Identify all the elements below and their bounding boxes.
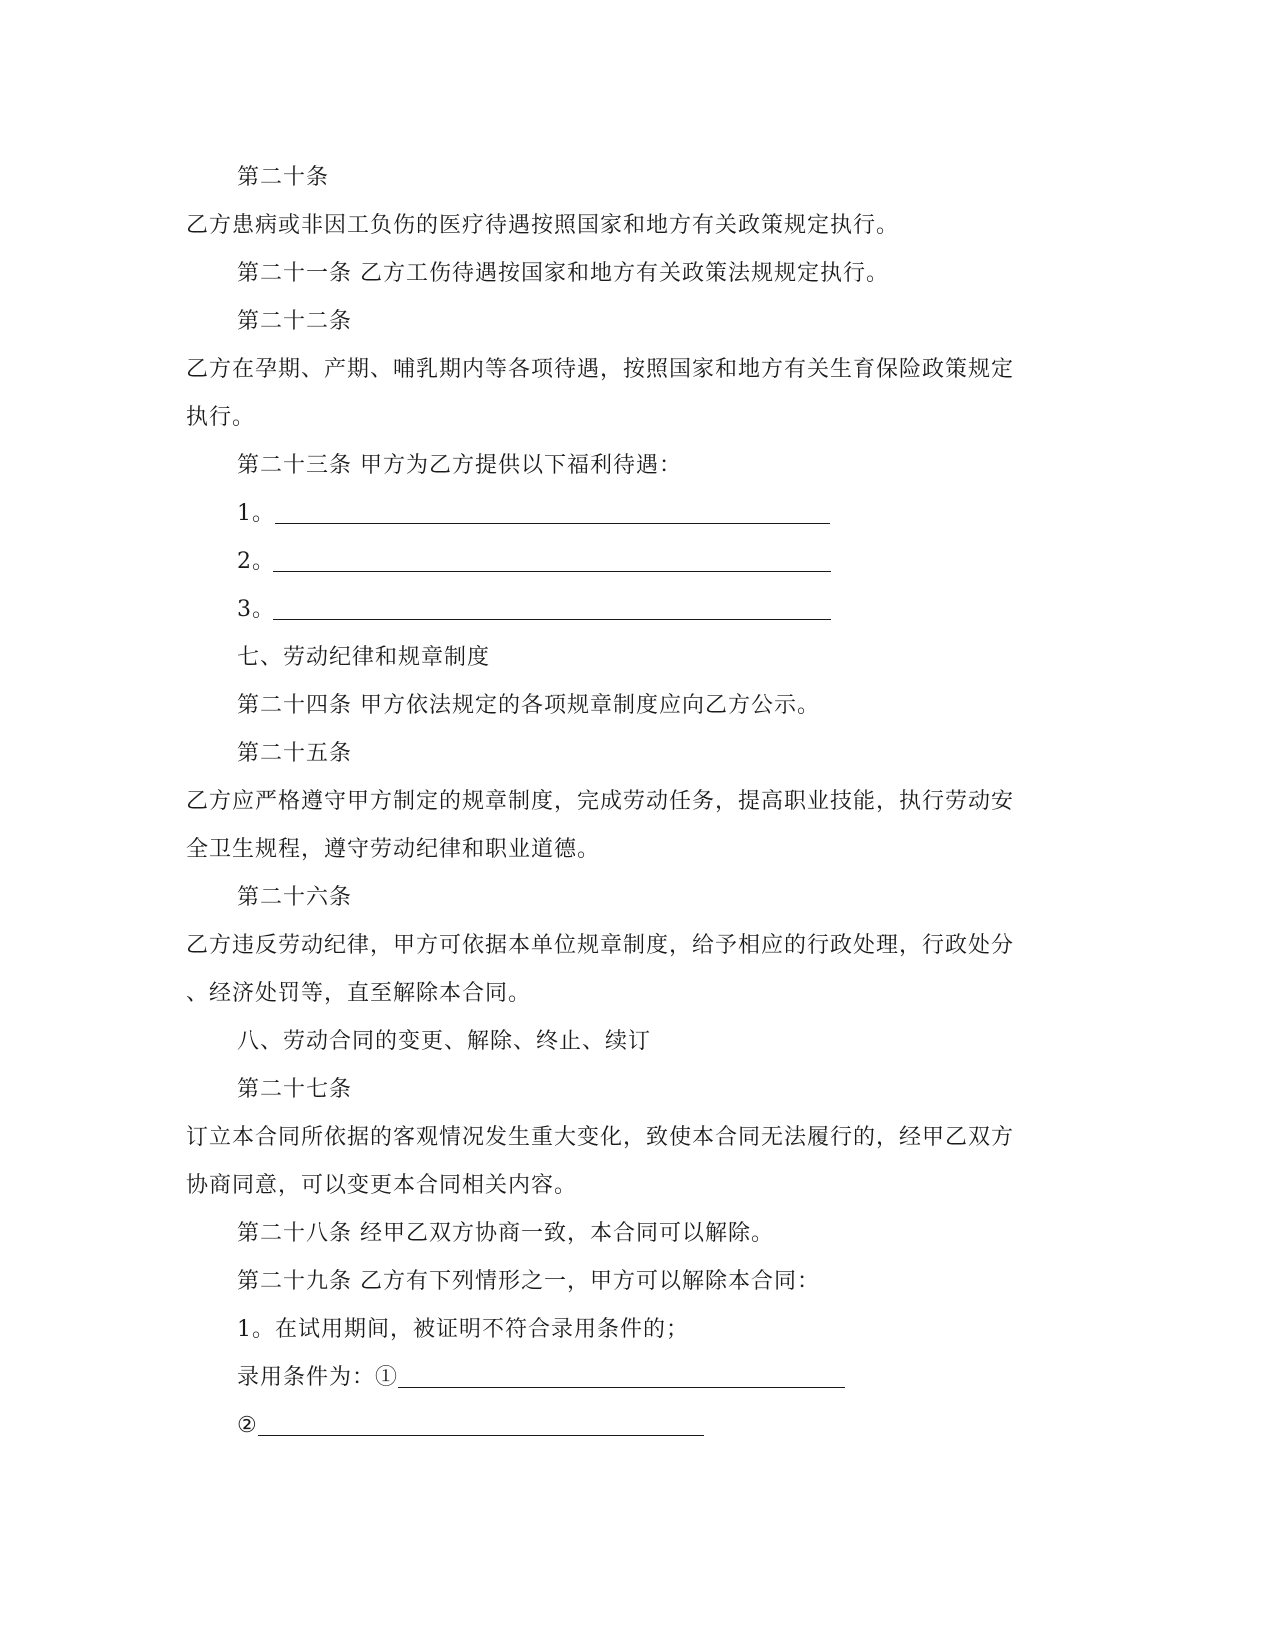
article-26-heading: 第二十六条 [237, 885, 353, 910]
hiring-condition-1-blank[interactable] [398, 1363, 845, 1388]
benefit-item-1-number: 1。 [237, 501, 275, 526]
benefit-item-1 [186, 490, 1086, 538]
article-20-text: 乙方患病或非因工负伤的医疗待遇按照国家和地方有关政策规定执行。 [186, 213, 900, 238]
hiring-conditions-label: 录用条件为：① [237, 1365, 399, 1390]
article-24: 第二十四条 甲方依法规定的各项规章制度应向乙方公示。 [237, 693, 820, 718]
article-25-text-1: 乙方应严格遵守甲方制定的规章制度，完成劳动任务，提高职业技能，执行劳动安 [186, 789, 1015, 814]
article-28: 第二十八条 经甲乙双方协商一致，本合同可以解除。 [237, 1221, 774, 1246]
section-8-heading: 八、劳动合同的变更、解除、终止、续订 [237, 1029, 652, 1054]
article-22-text-1: 乙方在孕期、产期、哺乳期内等各项待遇，按照国家和地方有关生育保险政策规定 [186, 357, 1015, 382]
benefit-item-3 [186, 586, 1086, 634]
hiring-conditions-2 [186, 1402, 1086, 1450]
article-27-heading: 第二十七条 [237, 1077, 353, 1102]
article-25-heading: 第二十五条 [237, 741, 353, 766]
benefit-item-1-blank[interactable] [275, 499, 830, 524]
article-22-text-2: 执行。 [186, 405, 256, 430]
section-7-heading: 七、劳动纪律和规章制度 [237, 645, 491, 670]
article-29-item-1: 1。在试用期间，被证明不符合录用条件的； [237, 1317, 689, 1342]
benefit-item-2 [186, 538, 1086, 586]
hiring-conditions-1 [186, 1354, 1086, 1402]
hiring-condition-2-marker: ② [237, 1413, 258, 1438]
article-25-text-2: 全卫生规程，遵守劳动纪律和职业道德。 [186, 837, 601, 862]
article-22-heading: 第二十二条 [237, 309, 353, 334]
benefit-item-2-blank[interactable] [273, 547, 831, 572]
article-27-text-2: 协商同意，可以变更本合同相关内容。 [186, 1173, 578, 1198]
article-27-text-1: 订立本合同所依据的客观情况发生重大变化，致使本合同无法履行的，经甲乙双方 [186, 1125, 1015, 1150]
article-20-heading: 第二十条 [237, 165, 330, 190]
article-23: 第二十三条 甲方为乙方提供以下福利待遇： [237, 453, 682, 478]
article-29: 第二十九条 乙方有下列情形之一，甲方可以解除本合同： [237, 1269, 820, 1294]
benefit-item-3-number: 3。 [237, 597, 275, 622]
document-body [186, 154, 1086, 1450]
benefit-item-3-blank[interactable] [273, 595, 831, 620]
article-21: 第二十一条 乙方工伤待遇按国家和地方有关政策法规规定执行。 [237, 261, 889, 286]
hiring-condition-2-blank[interactable] [258, 1411, 704, 1436]
benefit-item-2-number: 2。 [237, 549, 275, 574]
article-26-text-2: 、经济处罚等，直至解除本合同。 [186, 981, 532, 1006]
article-26-text-1: 乙方违反劳动纪律，甲方可依据本单位规章制度，给予相应的行政处理，行政处分 [186, 933, 1015, 958]
